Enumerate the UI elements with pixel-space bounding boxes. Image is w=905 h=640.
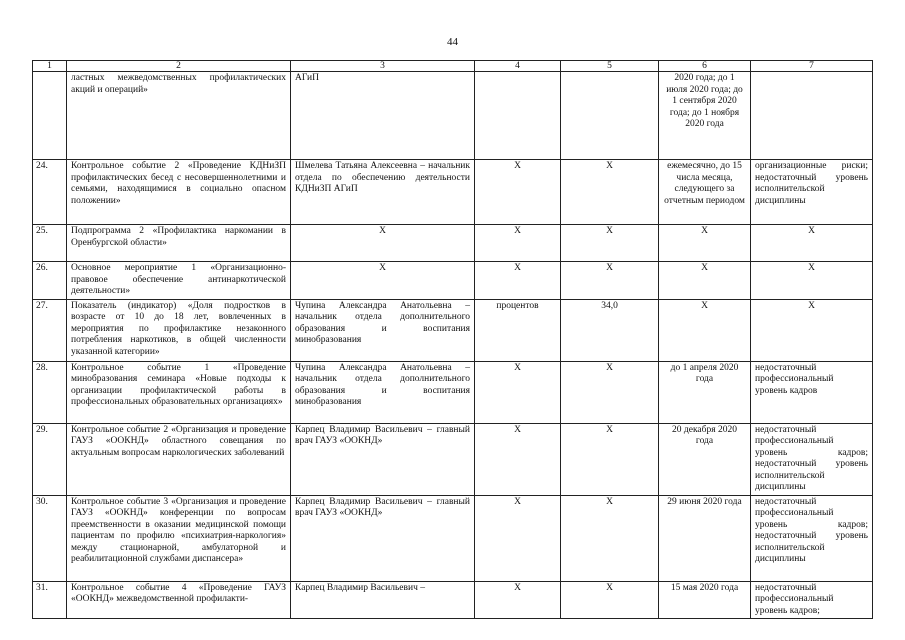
event-description: Подпрограмма 2 «Профилактика наркомании в Оренбургской области» [67, 225, 291, 262]
value-cell: X [561, 160, 659, 225]
deadline-cell: 2020 года; до 1 июля 2020 года; до 1 сентября 2020 года; до 1 ноября 2020 года [659, 72, 751, 160]
col-header: 4 [475, 61, 561, 72]
deadline-cell: 15 мая 2020 года [659, 581, 751, 619]
risks-cell: X [751, 225, 873, 262]
deadline-cell: 29 июня 2020 года [659, 495, 751, 581]
value-cell: X [561, 361, 659, 423]
risks-cell: недостаточный профессиональный уровень кадров [751, 361, 873, 423]
table-row [33, 361, 873, 423]
value-cell: X [561, 225, 659, 262]
table-row [33, 581, 873, 619]
responsible-person: Карпец Владимир Васильевич – [291, 581, 475, 619]
event-description: Основное мероприятие 1 «Организационно-правовое обеспечение антинаркотической деятельности» [67, 262, 291, 300]
responsible-person: Карпец Владимир Васильевич – главный врач ГАУЗ «ООКНД» [291, 495, 475, 581]
risks-cell: недостаточный профессиональный уровень кадров; недостаточный уровень исполнительской дисциплины [751, 495, 873, 581]
responsible-person: Чупина Александра Анатольевна – начальник отдела дополнительного образования и воспитания минобразования [291, 361, 475, 423]
row-number: 28. [33, 361, 67, 423]
value-cell: 34,0 [561, 299, 659, 361]
risks-cell: X [751, 262, 873, 300]
row-number: 26. [33, 262, 67, 300]
deadline-cell: X [659, 225, 751, 262]
responsible-person: Чупина Александра Анатольевна – начальник отдела дополнительного образования и воспитания минобразования [291, 299, 475, 361]
value-cell: X [561, 262, 659, 300]
unit-cell: X [475, 495, 561, 581]
risks-cell: X [751, 299, 873, 361]
plan-table [32, 60, 873, 619]
responsible-person: X [291, 225, 475, 262]
table-row [33, 495, 873, 581]
deadline-cell: до 1 апреля 2020 года [659, 361, 751, 423]
row-number: 31. [33, 581, 67, 619]
risks-cell [751, 72, 873, 160]
page-number: 44 [447, 36, 458, 48]
row-number: 30. [33, 495, 67, 581]
value-cell: X [561, 423, 659, 495]
col-header: 6 [659, 61, 751, 72]
event-description: Контрольное событие 2 «Организация и проведение ГАУЗ «ООКНД» областного совещания по актуальным вопросам наркологических заболеваний [67, 423, 291, 495]
value-cell: X [561, 495, 659, 581]
responsible-person: Карпец Владимир Васильевич – главный врач ГАУЗ «ООКНД» [291, 423, 475, 495]
table-row [33, 225, 873, 262]
risks-cell: недостаточный профессиональный уровень кадров; [751, 581, 873, 619]
header-row [33, 61, 873, 72]
unit-cell [475, 72, 561, 160]
row-number: 29. [33, 423, 67, 495]
value-cell: X [561, 581, 659, 619]
value-cell [561, 72, 659, 160]
responsible-person: Шмелева Татьяна Алексеевна – начальник отдела по обеспечению деятельности КДНиЗП АГиП [291, 160, 475, 225]
row-number: 25. [33, 225, 67, 262]
col-header: 3 [291, 61, 475, 72]
responsible-person: АГиП [291, 72, 475, 160]
unit-cell: X [475, 160, 561, 225]
row-number [33, 72, 67, 160]
unit-cell: X [475, 225, 561, 262]
table-row [33, 72, 873, 160]
event-description: Показатель (индикатор) «Доля подростков в возрасте от 10 до 18 лет, вовлеченных в мероприятия по профилактике незаконного потребления наркотиков, в общей численности указанной категории» [67, 299, 291, 361]
unit-cell: X [475, 361, 561, 423]
unit-cell: процентов [475, 299, 561, 361]
event-description: ластных межведомственных профилактических акций и операций» [67, 72, 291, 160]
col-header: 1 [33, 61, 67, 72]
table-row [33, 160, 873, 225]
unit-cell: X [475, 423, 561, 495]
responsible-person: X [291, 262, 475, 300]
deadline-cell: X [659, 262, 751, 300]
risks-cell: организационные риски; недостаточный уровень исполнительской дисциплины [751, 160, 873, 225]
event-description: Контрольное событие 2 «Проведение КДНиЗП профилактических бесед с несовершеннолетними и семьями, находящимися в социально опасном положении» [67, 160, 291, 225]
col-header: 2 [67, 61, 291, 72]
risks-cell: недостаточный профессиональный уровень кадров; недостаточный уровень исполнительской дисциплины [751, 423, 873, 495]
deadline-cell: X [659, 299, 751, 361]
table-row [33, 262, 873, 300]
col-header: 5 [561, 61, 659, 72]
unit-cell: X [475, 262, 561, 300]
event-description: Контрольное событие 4 «Проведение ГАУЗ «ООКНД» межведомственной профилакти- [67, 581, 291, 619]
row-number: 24. [33, 160, 67, 225]
event-description: Контрольное событие 1 «Проведение минобразования семинара «Новые подходы к организации профилактической работы в профессиональных образовательных организациях» [67, 361, 291, 423]
table-row [33, 423, 873, 495]
unit-cell: X [475, 581, 561, 619]
row-number: 27. [33, 299, 67, 361]
table-row [33, 299, 873, 361]
col-header: 7 [751, 61, 873, 72]
deadline-cell: 20 декабря 2020 года [659, 423, 751, 495]
event-description: Контрольное событие 3 «Организация и проведение ГАУЗ «ООКНД» конференции по вопросам преемственности в оказании медицинской помощи пациентам по профилю «психиатрия-наркология» между стационарной, амбулаторной и реабилитационной службами диспансера» [67, 495, 291, 581]
deadline-cell: ежемесячно, до 15 числа месяца, следующего за отчетным периодом [659, 160, 751, 225]
